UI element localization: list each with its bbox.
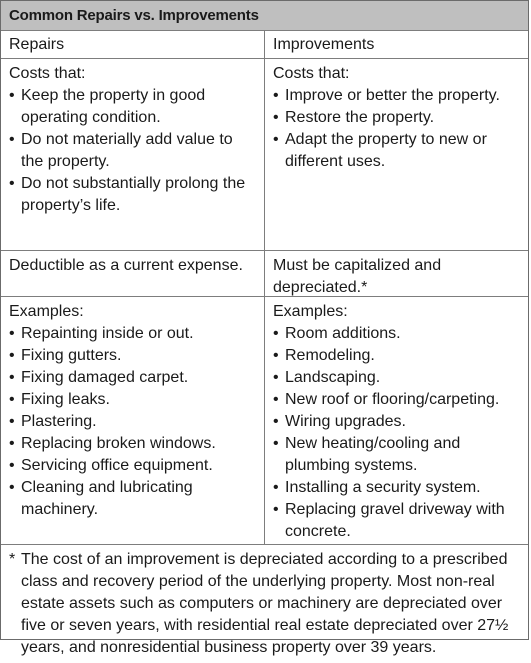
examples-row <box>1 297 528 545</box>
list-item: • Repainting inside or out. <box>9 323 257 345</box>
criteria-row <box>1 59 528 251</box>
improvements-criteria-list <box>273 85 521 173</box>
list-item: • Plastering. <box>9 411 257 433</box>
column-header-improvements: Improvements <box>265 31 528 59</box>
table-title: Common Repairs vs. Improvements <box>1 1 528 31</box>
column-header-repairs: Repairs <box>1 31 265 59</box>
list-item: • Installing a security system. <box>273 477 521 499</box>
list-item: • Landscaping. <box>273 367 521 389</box>
list-item: • Do not materially add value to the property. <box>9 129 257 173</box>
repairs-examples-list <box>9 323 257 521</box>
list-item: • Wiring upgrades. <box>273 411 521 433</box>
repairs-examples-lead: Examples: <box>9 303 84 320</box>
list-item: • Servicing office equipment. <box>9 455 257 477</box>
list-item: • New heating/cooling and plumbing systems. <box>273 433 521 477</box>
list-item: • Fixing gutters. <box>9 345 257 367</box>
list-item: • Adapt the property to new or different uses. <box>273 129 521 173</box>
improvements-treatment-cell: Must be capitalized and depreciated.* <box>265 251 528 297</box>
list-item: • Do not substantially prolong the property’s life. <box>9 173 257 217</box>
footnote-marker: * <box>9 551 16 568</box>
column-header-row <box>1 31 528 59</box>
list-item: • Improve or better the property. <box>273 85 521 107</box>
repairs-criteria-cell <box>1 59 265 251</box>
repairs-treatment-cell: Deductible as a current expense. <box>1 251 265 297</box>
improvements-criteria-lead: Costs that: <box>273 65 350 82</box>
improvements-examples-lead: Examples: <box>273 303 348 320</box>
list-item: • Fixing leaks. <box>9 389 257 411</box>
list-item: • Cleaning and lubricating machinery. <box>9 477 257 521</box>
treatment-row <box>1 251 528 297</box>
list-item: • Replacing broken windows. <box>9 433 257 455</box>
repairs-examples-cell <box>1 297 265 545</box>
footnote-text: The cost of an improvement is depreciated according to a prescribed class and recovery period of the underlying property. Most non-real estate assets such as computers or machinery are depreciated over five or seven years, with residential real estate depreciated over 27½ years, and nonresidential business property over 39 years. <box>21 551 509 656</box>
list-item: • Keep the property in good operating condition. <box>9 85 257 129</box>
improvements-examples-list <box>273 323 521 543</box>
footnote <box>1 545 528 663</box>
list-item: • Fixing damaged carpet. <box>9 367 257 389</box>
repairs-criteria-list <box>9 85 257 217</box>
list-item: • Remodeling. <box>273 345 521 367</box>
improvements-criteria-cell <box>265 59 528 251</box>
list-item: • Room additions. <box>273 323 521 345</box>
list-item: • Restore the property. <box>273 107 521 129</box>
list-item: • New roof or flooring/carpeting. <box>273 389 521 411</box>
list-item: • Replacing gravel driveway with concrete. <box>273 499 521 543</box>
repairs-criteria-lead: Costs that: <box>9 65 86 82</box>
improvements-examples-cell <box>265 297 528 545</box>
